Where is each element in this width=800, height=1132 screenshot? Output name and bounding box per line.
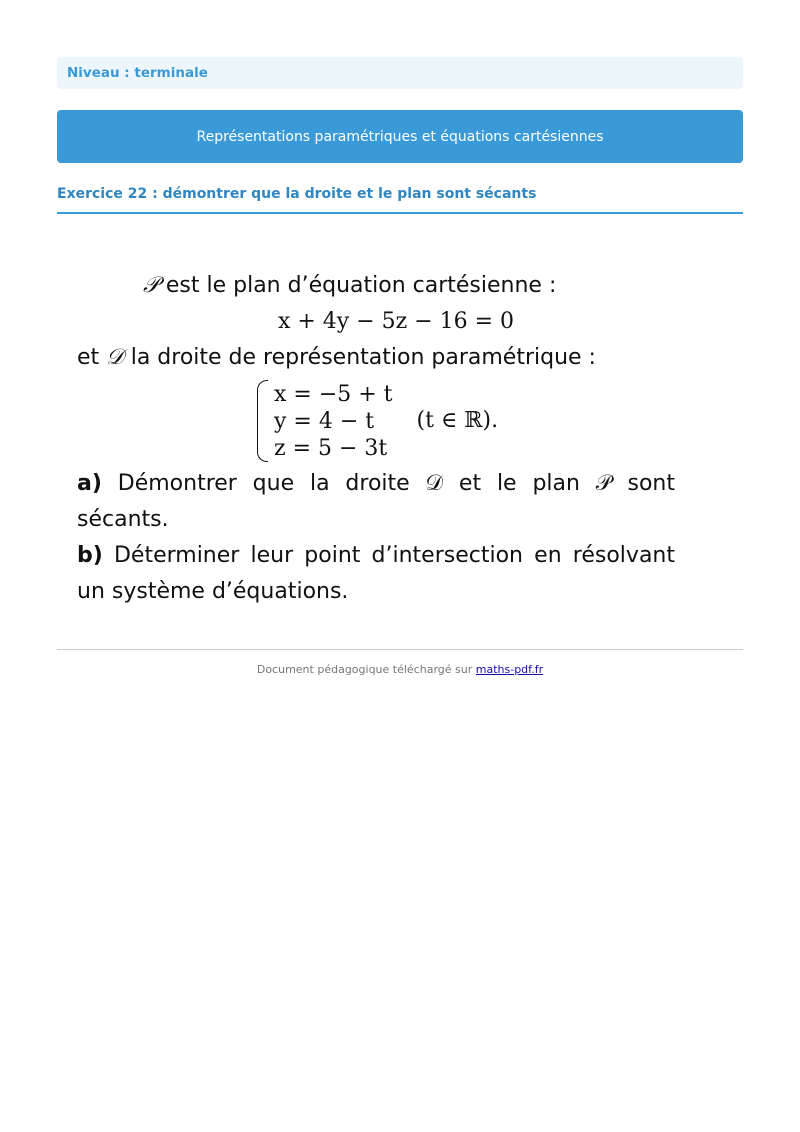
question-a-text: Démontrer que la droite 𝒟 et le plan 𝒫 sont sécants. [77,471,675,532]
question-b [77,538,675,610]
exercise-body [77,268,675,610]
footer-text: Document pédagogique téléchargé sur [256,663,476,676]
exercise-title-divider [57,212,743,214]
footer [57,663,743,676]
plane-symbol: 𝒫 [143,273,159,298]
line-intro-prefix: et [77,345,107,370]
left-brace-icon [257,380,268,462]
footer-divider [57,649,743,650]
line-symbol: 𝒟 [106,345,124,370]
system-rows [274,381,393,462]
system-row-y: y = 4 − t [274,408,375,434]
line-intro-suffix: la droite de représentation paramétrique : [123,345,596,370]
exercise-title: Exercice 22 : démontrer que la droite et le plan sont sécants [57,186,537,202]
question-a [77,466,675,538]
parameter-domain: (t ∈ ℝ). [416,408,499,433]
plane-intro-line [77,268,675,304]
system-row-z: z = 5 − 3t [274,435,388,461]
question-a-label: a) [77,471,102,496]
plane-intro-text: est le plan d’équation cartésienne : [158,273,557,298]
level-label: Niveau : terminale [67,65,208,81]
parametric-system [257,380,675,462]
chapter-title: Représentations paramétriques et équations cartésiennes [196,128,604,145]
system-row-x: x = −5 + t [274,381,393,407]
question-b-label: b) [77,543,103,568]
line-intro-line [77,340,675,376]
footer-link[interactable]: maths-pdf.fr [475,663,544,676]
question-b-text: Déterminer leur point d’intersection en résolvant un système d’équations. [77,543,675,604]
chapter-banner [57,110,743,163]
level-box [57,57,743,89]
plane-equation: x + 4y − 5z − 16 = 0 [277,309,515,334]
